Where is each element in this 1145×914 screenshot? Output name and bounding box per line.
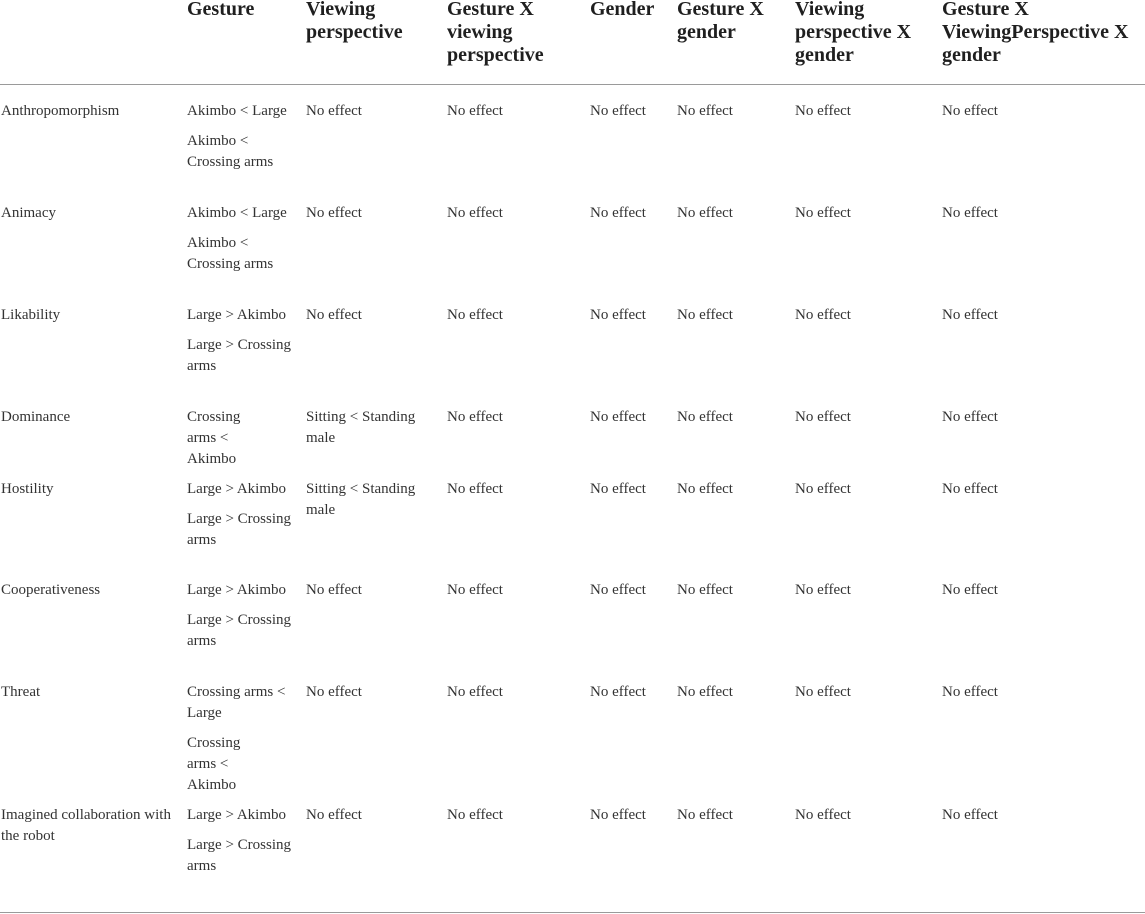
gender-cell: No effect	[590, 807, 646, 823]
gesture-x-gender-cell: No effect	[677, 409, 733, 425]
gesture-x-gender-cell: No effect	[677, 307, 733, 323]
row-label: Likability	[1, 307, 61, 323]
gesture-x-viewing-cell: No effect	[447, 205, 503, 221]
viewing-x-gender-cell: No effect	[795, 205, 851, 221]
viewing-x-gender-cell: No effect	[795, 684, 851, 700]
row-label: Cooperativeness	[1, 582, 101, 598]
header-gesture-x-viewing: Gesture X viewing perspective	[447, 0, 544, 66]
gesture-x-gender-cell: No effect	[677, 684, 733, 700]
viewing-cell: No effect	[306, 807, 362, 823]
row-label: Imagined collaboration with the robot	[1, 807, 171, 844]
three-way-cell: No effect	[942, 582, 998, 598]
viewing-cell: No effect	[306, 582, 362, 598]
gesture-cell	[187, 479, 295, 551]
row-label: Animacy	[1, 205, 56, 221]
three-way-cell: No effect	[942, 205, 998, 221]
viewing-cell: Sitting < Standing male	[306, 409, 416, 446]
header-three-way: Gesture X ViewingPerspective X gender	[942, 0, 1129, 66]
header-viewing-x-gender: Viewing perspective X gender	[795, 0, 912, 66]
gender-cell: No effect	[590, 205, 646, 221]
gesture-cell	[187, 682, 287, 796]
gesture-effect: Akimbo < Crossing arms	[187, 235, 274, 272]
bottom-rule	[0, 912, 1145, 913]
gesture-effect: Akimbo < Large	[187, 205, 287, 221]
gender-cell: No effect	[590, 481, 646, 497]
gesture-x-viewing-cell: No effect	[447, 582, 503, 598]
gesture-effect: Crossing arms < Large	[187, 684, 286, 721]
viewing-cell: Sitting < Standing male	[306, 481, 416, 518]
gender-cell: No effect	[590, 103, 646, 119]
header-gesture-x-gender: Gesture X gender	[677, 0, 764, 43]
gesture-effect: Large > Crossing arms	[187, 511, 292, 548]
three-way-cell: No effect	[942, 307, 998, 323]
gesture-effect: Crossing arms < Akimbo	[187, 735, 241, 793]
header-rule	[0, 84, 1145, 85]
gesture-effect: Crossing arms < Akimbo	[187, 409, 241, 467]
gesture-cell	[187, 305, 295, 377]
gesture-effect: Large > Akimbo	[187, 307, 287, 323]
row-label: Hostility	[1, 481, 54, 497]
gesture-cell	[187, 203, 295, 275]
three-way-cell: No effect	[942, 684, 998, 700]
gesture-effect: Large > Crossing arms	[187, 337, 292, 374]
gender-cell: No effect	[590, 409, 646, 425]
three-way-cell: No effect	[942, 481, 998, 497]
viewing-cell: No effect	[306, 307, 362, 323]
gesture-effect: Large > Akimbo	[187, 807, 287, 823]
viewing-cell: No effect	[306, 103, 362, 119]
viewing-x-gender-cell: No effect	[795, 807, 851, 823]
three-way-cell: No effect	[942, 409, 998, 425]
gesture-x-viewing-cell: No effect	[447, 307, 503, 323]
row-label: Anthropomorphism	[1, 103, 120, 119]
viewing-x-gender-cell: No effect	[795, 582, 851, 598]
gender-cell: No effect	[590, 307, 646, 323]
gesture-x-gender-cell: No effect	[677, 807, 733, 823]
three-way-cell: No effect	[942, 103, 998, 119]
viewing-x-gender-cell: No effect	[795, 409, 851, 425]
gesture-x-viewing-cell: No effect	[447, 807, 503, 823]
gesture-x-viewing-cell: No effect	[447, 103, 503, 119]
gesture-effect: Large > Akimbo	[187, 582, 287, 598]
header-gesture: Gesture	[187, 0, 255, 20]
row-label: Threat	[1, 684, 41, 700]
gesture-effect: Akimbo < Crossing arms	[187, 133, 274, 170]
viewing-x-gender-cell: No effect	[795, 307, 851, 323]
gesture-effect: Large > Crossing arms	[187, 612, 292, 649]
gesture-effect: Large > Crossing arms	[187, 837, 292, 874]
gesture-effect: Akimbo < Large	[187, 103, 287, 119]
gesture-x-viewing-cell: No effect	[447, 684, 503, 700]
gesture-cell	[187, 580, 295, 652]
gesture-effect: Large > Akimbo	[187, 481, 287, 497]
viewing-x-gender-cell: No effect	[795, 481, 851, 497]
gesture-x-gender-cell: No effect	[677, 103, 733, 119]
gesture-x-gender-cell: No effect	[677, 582, 733, 598]
gesture-x-viewing-cell: No effect	[447, 409, 503, 425]
viewing-cell: No effect	[306, 684, 362, 700]
gesture-cell	[187, 805, 295, 877]
gesture-x-gender-cell: No effect	[677, 205, 733, 221]
gender-cell: No effect	[590, 684, 646, 700]
header-gender: Gender	[590, 0, 655, 20]
header-viewing-perspective: Viewing perspective	[306, 0, 403, 43]
row-label: Dominance	[1, 409, 71, 425]
viewing-x-gender-cell: No effect	[795, 103, 851, 119]
three-way-cell: No effect	[942, 807, 998, 823]
gesture-cell	[187, 407, 257, 470]
gesture-cell	[187, 101, 295, 173]
gesture-x-viewing-cell: No effect	[447, 481, 503, 497]
gender-cell: No effect	[590, 582, 646, 598]
viewing-cell: No effect	[306, 205, 362, 221]
gesture-x-gender-cell: No effect	[677, 481, 733, 497]
